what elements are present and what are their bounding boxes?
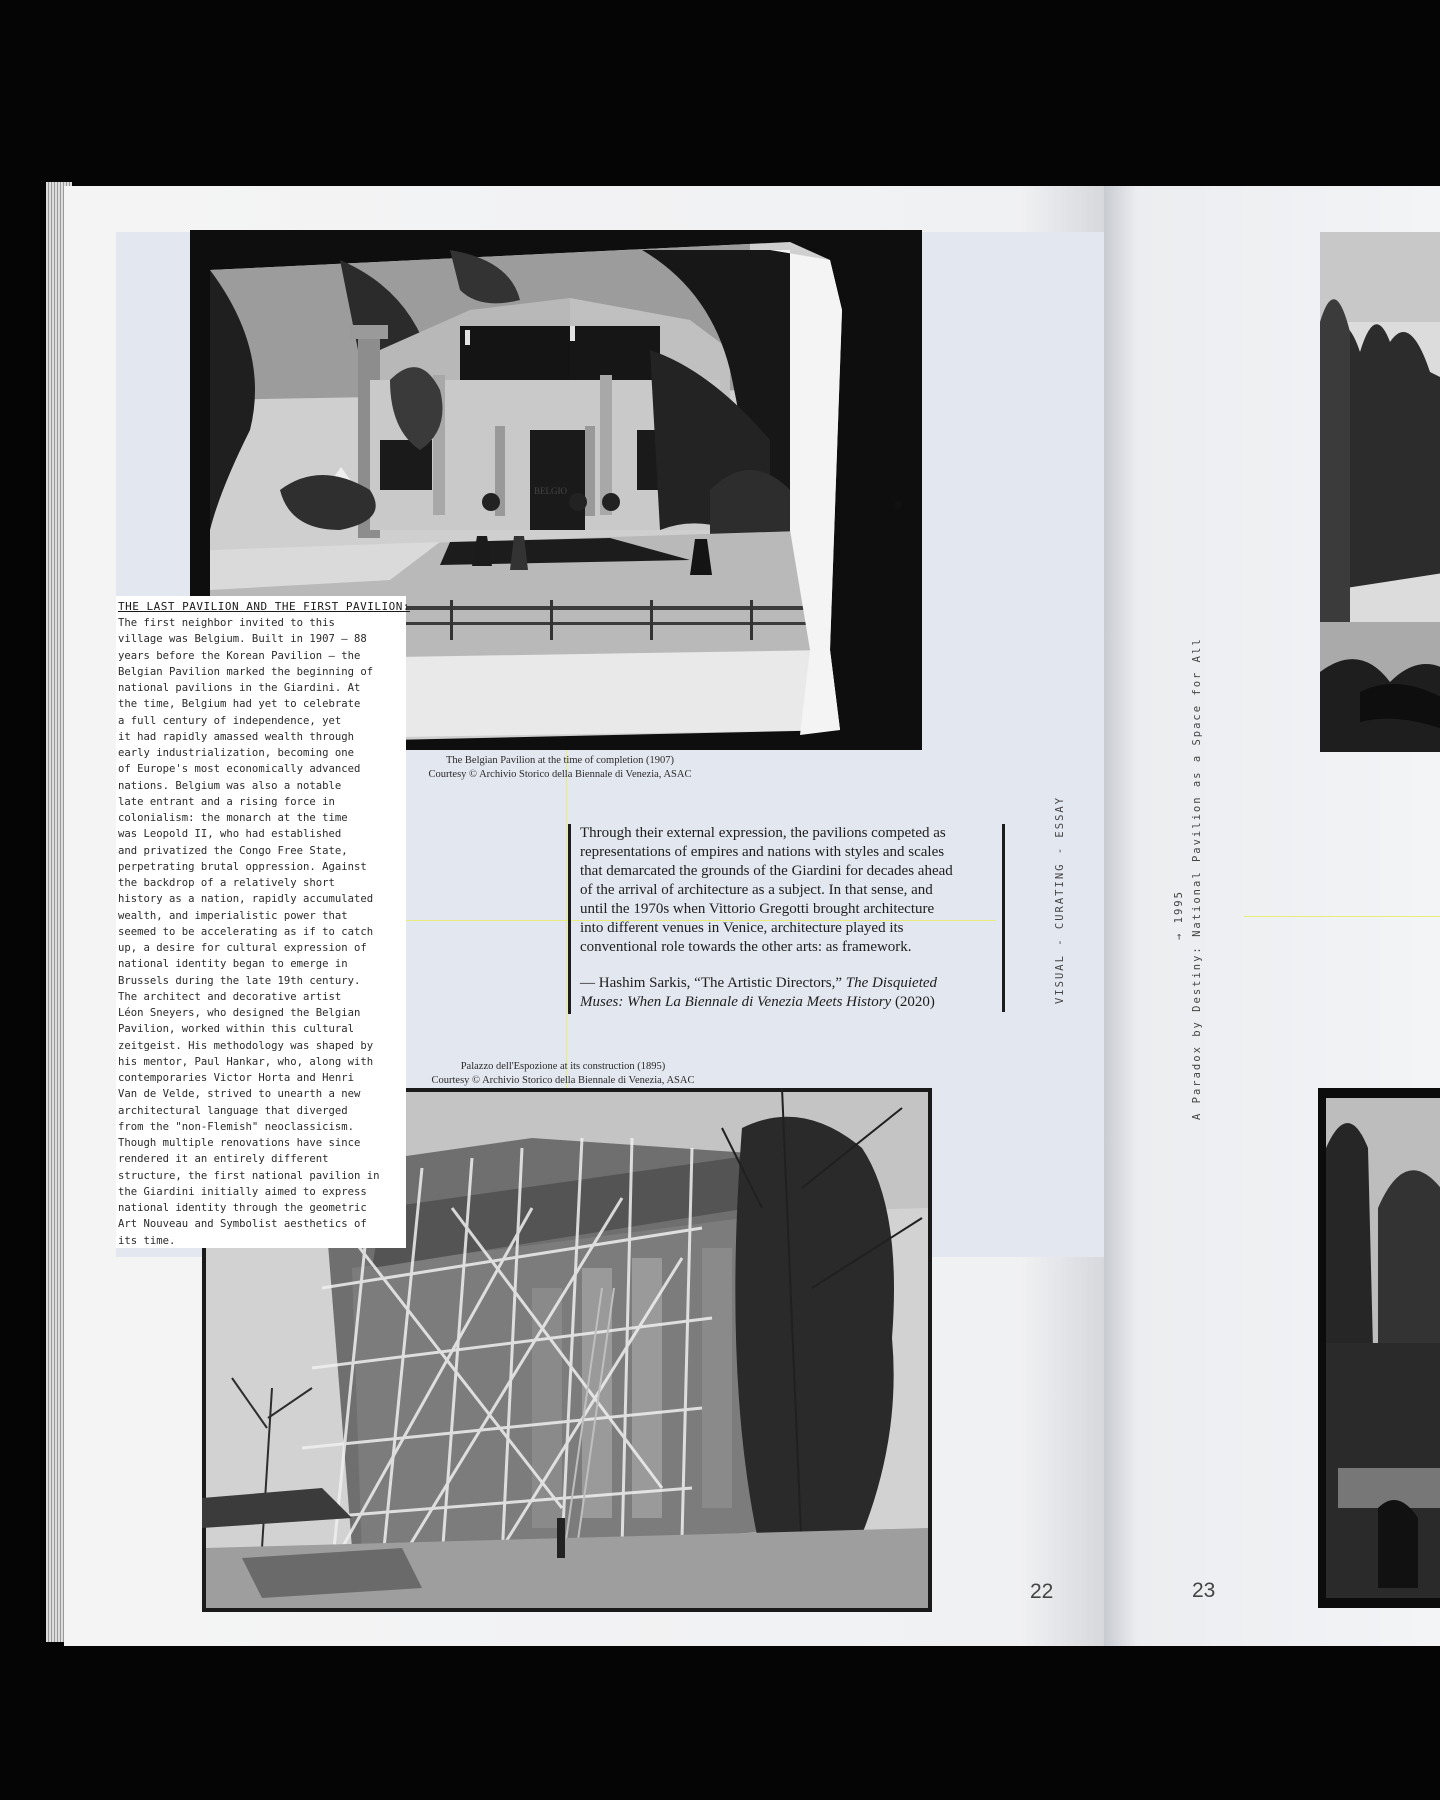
guide-line-horizontal-right bbox=[1244, 916, 1440, 917]
sidebar-essay-body bbox=[118, 615, 408, 1249]
quote-attribution-title-cont: Muses: When La Biennale di Venezia Meets History bbox=[580, 994, 892, 1010]
pavilion-sign: BELGIO bbox=[534, 486, 567, 496]
quote-line: into different venues in Venice, architecture played its bbox=[580, 920, 904, 936]
essay-line: zeitgeist. His methodology was shaped by bbox=[118, 1039, 374, 1052]
quote-text bbox=[580, 824, 1000, 957]
quote-right-bar bbox=[1002, 824, 1005, 1012]
quote-attribution-title: The Disquieted bbox=[845, 975, 938, 991]
photo2-caption-credit: Courtesy © Archivio Storico della Biennale di Venezia, ASAC bbox=[431, 1075, 695, 1086]
essay-line: years before the Korean Pavilion — the bbox=[118, 649, 361, 662]
essay-line: Brussels during the late 19th century. bbox=[118, 974, 361, 987]
essay-line: late entrant and a rising force in bbox=[118, 795, 335, 808]
essay-line: a full century of independence, yet bbox=[118, 714, 342, 727]
running-head-title: A Paradox by Destiny: National Pavilion as a Space for All bbox=[1191, 637, 1203, 1120]
quote-line: Through their external expression, the pavilions competed as bbox=[580, 825, 946, 841]
essay-line: his mentor, Paul Hankar, who, along with bbox=[118, 1055, 374, 1068]
page-number-left: 22 bbox=[1030, 1580, 1054, 1603]
essay-line: The architect and decorative artist bbox=[118, 990, 342, 1003]
photo1-caption bbox=[410, 754, 710, 782]
section-label: VISUAL - CURATING - ESSAY bbox=[1054, 795, 1066, 1004]
page-number-right: 23 bbox=[1192, 1579, 1216, 1602]
quote-line: until the 1970s when Vittorio Gregotti brought architecture bbox=[580, 901, 935, 917]
essay-line: nations. Belgium was also a notable bbox=[118, 779, 342, 792]
essay-line: The first neighbor invited to this bbox=[118, 617, 335, 629]
essay-line: the Giardini initially aimed to express bbox=[118, 1185, 367, 1198]
photo2-caption bbox=[413, 1060, 713, 1088]
quote-attribution-line1 bbox=[580, 974, 1000, 993]
quote-line: of the arrival of architecture as a subject. In that sense, and bbox=[580, 882, 933, 898]
essay-line: Though multiple renovations have since bbox=[118, 1137, 361, 1149]
essay-line: perpetrating brutal oppression. Against bbox=[118, 860, 367, 873]
quote-attribution-line2 bbox=[580, 993, 1000, 1012]
essay-line: wealth, and imperialistic power that bbox=[118, 909, 348, 922]
essay-line: seemed to be accelerating as if to catch bbox=[118, 925, 374, 938]
photo1-caption-credit: Courtesy © Archivio Storico della Biennale di Venezia, ASAC bbox=[428, 769, 692, 780]
essay-line: structure, the first national pavilion in bbox=[118, 1169, 380, 1182]
essay-line: and privatized the Congo Free State, bbox=[118, 844, 348, 857]
essay-line: it had rapidly amassed wealth through bbox=[118, 730, 354, 743]
essay-line: Art Nouveau and Symbolist aesthetics of bbox=[118, 1218, 367, 1231]
right-page-photo-top bbox=[1320, 232, 1440, 752]
quote-line: that demarcated the grounds of the Giardini for decades ahead bbox=[580, 863, 953, 879]
essay-line: national pavilions in the Giardini. At bbox=[118, 682, 361, 694]
quote-line: representations of empires and nations with styles and scales bbox=[580, 844, 945, 860]
essay-line: architectural language that diverged bbox=[118, 1104, 348, 1117]
essay-line: up, a desire for cultural expression of bbox=[118, 942, 367, 954]
essay-line: village was Belgium. Built in 1907 — 88 bbox=[118, 633, 367, 646]
essay-line: colonialism: the monarch at the time bbox=[118, 812, 348, 824]
essay-line: the time, Belgium had yet to celebrate bbox=[118, 698, 361, 711]
essay-line: history as a nation, rapidly accumulated bbox=[118, 893, 374, 906]
essay-line: national identity through the geometric bbox=[118, 1202, 367, 1214]
essay-line: Léon Sneyers, who designed the Belgian bbox=[118, 1007, 361, 1019]
photo1-caption-title: The Belgian Pavilion at the time of completion (1907) bbox=[445, 755, 675, 766]
quote-left-bar bbox=[568, 824, 571, 1014]
essay-line: Pavilion, worked within this cultural bbox=[118, 1023, 354, 1036]
essay-line: was Leopold II, who had established bbox=[118, 828, 342, 841]
quote-attribution-year: (2020) bbox=[891, 994, 935, 1010]
essay-line: from the "non-Flemish" neoclassicism. bbox=[118, 1120, 354, 1133]
essay-line: national identity began to emerge in bbox=[118, 958, 348, 971]
photo2-caption-title: Palazzo dell'Espozione at its construction (1895) bbox=[460, 1061, 666, 1072]
essay-line: the backdrop of a relatively short bbox=[118, 877, 335, 889]
essay-line: rendered it an entirely different bbox=[118, 1153, 329, 1166]
essay-line: contemporaries Victor Horta and Henri bbox=[118, 1072, 354, 1084]
quote-attribution-prefix: — Hashim Sarkis, “The Artistic Directors,” bbox=[580, 975, 846, 991]
essay-line: early industrialization, becoming one bbox=[118, 747, 354, 759]
essay-line: Van de Velde, strived to unearth a new bbox=[118, 1088, 361, 1101]
right-page-photo-bottom bbox=[1318, 1088, 1440, 1608]
quote-line: conventional role towards the other arts: as framework. bbox=[580, 939, 912, 955]
pull-quote bbox=[580, 824, 1000, 1012]
essay-line: Belgian Pavilion marked the beginning of bbox=[118, 665, 374, 678]
essay-line: of Europe's most economically advanced bbox=[118, 763, 361, 776]
quote-attribution bbox=[580, 974, 1000, 1012]
sidebar-essay-title: THE LAST PAVILION AND THE FIRST PAVILION: bbox=[118, 600, 411, 613]
essay-line: its time. bbox=[118, 1234, 176, 1247]
running-head-year: → 1995 bbox=[1173, 890, 1185, 940]
